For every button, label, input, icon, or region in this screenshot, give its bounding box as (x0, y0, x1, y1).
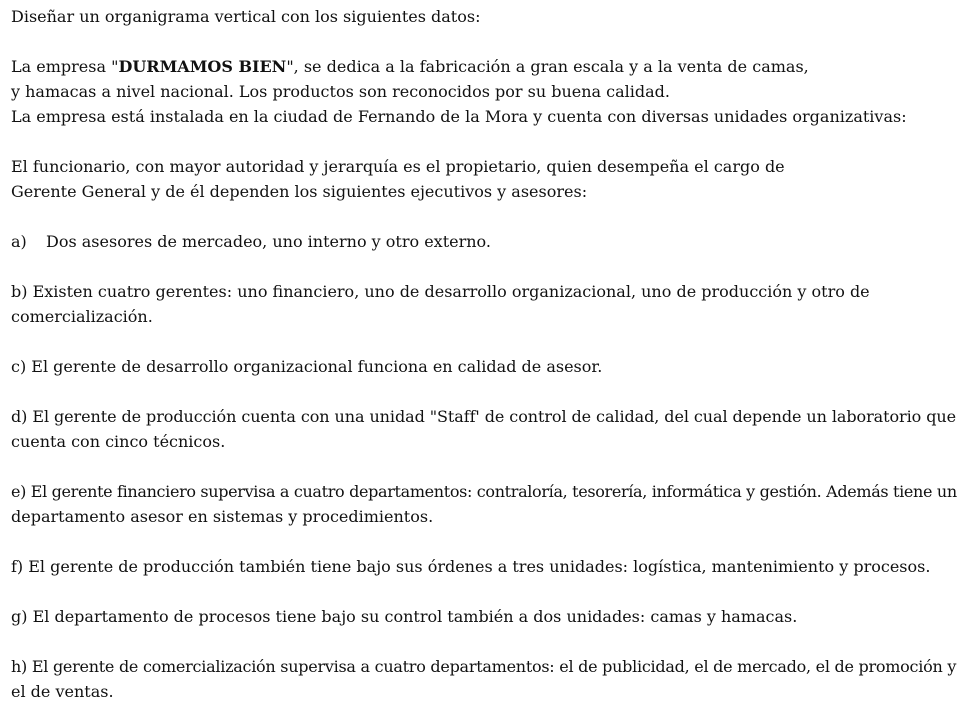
item-g-line-1: g) El departamento de procesos tiene bajo su control también a dos unidades: camas y hamacas. (11, 607, 798, 626)
company-line-3: La empresa está instalada en la ciudad de Fernando de la Mora y cuenta con diversas unidades organizativas: (11, 107, 907, 126)
paragraph-gap (11, 629, 962, 654)
authority-line-2: Gerente General y de él dependen los siguientes ejecutivos y asesores: (11, 182, 588, 201)
item-b-line-1: b) Existen cuatro gerentes: uno financiero, uno de desarrollo organizacional, uno de producción y otro de (11, 282, 870, 301)
paragraph-gap (11, 454, 962, 479)
item-e-line-2: departamento asesor en sistemas y procedimientos. (11, 507, 434, 526)
item-d-line-2: cuenta con cinco técnicos. (11, 432, 226, 451)
item-h-line-2: el de ventas. (11, 682, 114, 701)
paragraph-gap (11, 129, 962, 154)
paragraph-gap (11, 329, 962, 354)
item-f-line-1: f) El gerente de producción también tiene bajo sus órdenes a tres unidades: logística, mantenimiento y procesos. (11, 557, 931, 576)
item-b-line-2: comercialización. (11, 307, 153, 326)
paragraph-gap (11, 254, 962, 279)
paragraph-gap (11, 579, 962, 604)
company-name: DURMAMOS BIEN (118, 57, 287, 76)
item-d-line-1: d) El gerente de producción cuenta con una unidad "Staff' de control de calidad, del cual depende un laboratorio que (11, 407, 956, 426)
company-suffix: ", se dedica a la fabricación a gran escala y a la venta de camas, (286, 57, 809, 76)
item-h-line-1: h) El gerente de comercialización supervisa a cuatro departamentos: el de publicidad, el de mercado, el de promoción y (11, 657, 957, 676)
company-prefix: La empresa " (11, 57, 119, 76)
item-c-line-1: c) El gerente de desarrollo organizacional funciona en calidad de asesor. (11, 357, 603, 376)
company-line-1 (11, 54, 962, 79)
paragraph-gap (11, 379, 962, 404)
item-a (11, 229, 962, 254)
item-a-text: Dos asesores de mercadeo, uno interno y otro externo. (46, 232, 491, 251)
item-a-label: a) (11, 232, 27, 251)
intro-line: Diseñar un organigrama vertical con los siguientes datos: (11, 7, 481, 26)
paragraph-gap (11, 529, 962, 554)
paragraph-gap (11, 29, 962, 54)
authority-line-1: El funcionario, con mayor autoridad y jerarquía es el propietario, quien desempeña el cargo de (11, 157, 785, 176)
item-e-line-1: e) El gerente financiero supervisa a cuatro departamentos: contraloría, tesorería, informática y gestión. Además tiene un (11, 482, 957, 501)
company-line-2: y hamacas a nivel nacional. Los productos son reconocidos por su buena calidad. (11, 82, 670, 101)
paragraph-gap (11, 204, 962, 229)
